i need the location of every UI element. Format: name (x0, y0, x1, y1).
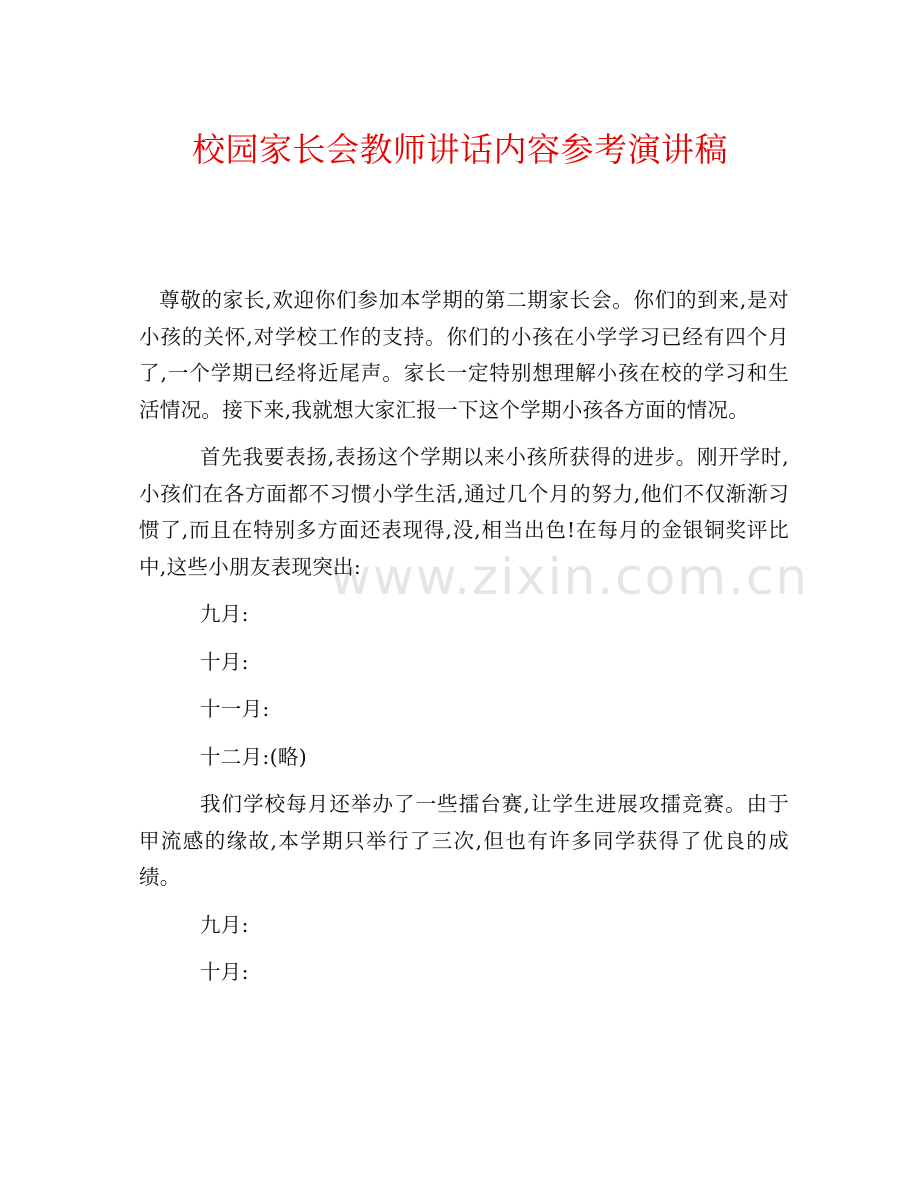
paragraph-greeting: 尊敬的家长,欢迎你们参加本学期的第二期家长会。你们的到来,是对小孩的关怀,对学校工作的支持。你们的小孩在小学学习已经有四个月了,一个学期已经将近尾声。家长一定特别想理解小孩在校的学习和生活情况。接下来,我就想大家汇报一下这个学期小孩各方面的情况。 (139, 288, 789, 422)
contest-month-september: 九月: (200, 912, 249, 937)
document-title: 校园家长会教师讲话内容参考演讲稿 (192, 130, 728, 169)
month-item-october: 十月: (200, 649, 249, 674)
document-body (139, 282, 789, 1002)
month-item-september: 九月: (200, 602, 249, 626)
month-item-november: 十一月: (200, 697, 270, 721)
month-item-december: 十二月:(略) (200, 744, 308, 769)
watermark: www.zixin.com.cn (330, 548, 810, 606)
contest-month-october: 十月: (200, 960, 249, 984)
paragraph-praise: 首先我要表扬,表扬这个学期以来小孩所获得的进步。刚开学时,小孩们在各方面都不习惯小学生活,通过几个月的努力,他们不仅渐渐习惯了,而且在特别多方面还表现得,没,相当出色!在每月的金银铜奖评比中,这些小朋友表现突出: (139, 445, 789, 579)
paragraph-contests: 我们学校每月还举办了一些擂台赛,让学生进展攻擂竞赛。由于甲流感的缘故,本学期只举行了三次,但也有许多同学获得了优良的成绩。 (139, 792, 789, 889)
